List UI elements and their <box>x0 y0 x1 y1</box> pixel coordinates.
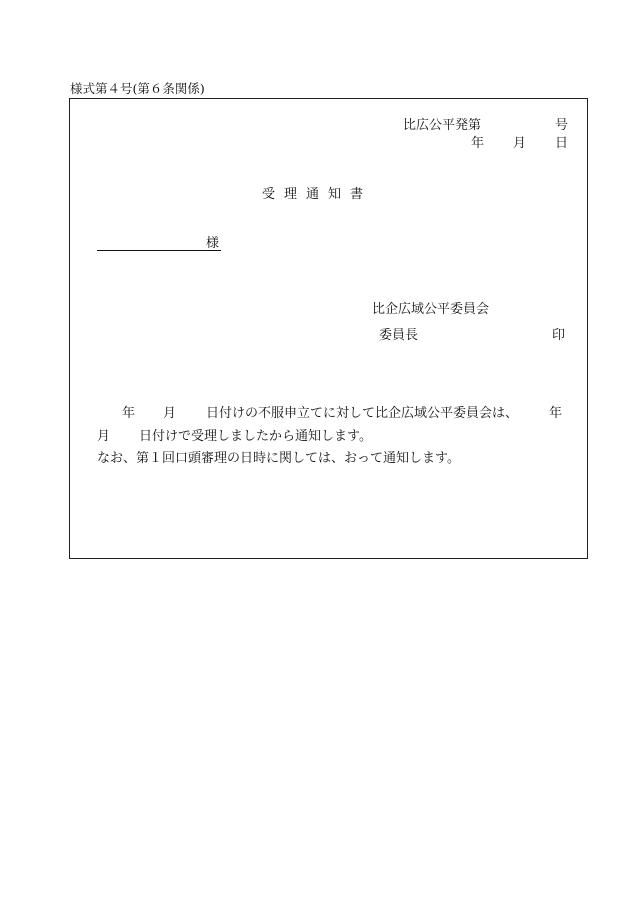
body-line2-month: 月 <box>97 429 111 444</box>
seal-mark: 印 <box>552 328 566 343</box>
addressee-honorific: 様 <box>206 236 220 251</box>
document-number-suffix: 号 <box>555 118 569 133</box>
body-line1-year2: 年 <box>549 406 563 421</box>
body-line3-text: なお、第１回口頭審理の日時に関しては、おって通知します。 <box>97 451 460 466</box>
document-title: 受理通知書 <box>261 187 372 202</box>
body-line1-text: 日付けの不服申立てに対して比企広域公平委員会は、 <box>206 406 519 421</box>
issuer-organization: 比企広域公平委員会 <box>372 302 490 317</box>
form-label: 様式第４号(第６条関係) <box>70 81 205 96</box>
date-month-label: 月 <box>513 136 527 151</box>
issuer-position: 委員長 <box>379 328 419 343</box>
date-year-label: 年 <box>471 136 485 151</box>
body-line2-text: 日付けで受理しましたから通知します。 <box>139 429 372 444</box>
document-frame <box>69 98 588 559</box>
body-line1-year: 年 <box>122 406 136 421</box>
addressee-blank-line <box>97 250 221 251</box>
document-number-prefix: 比広公平発第 <box>403 118 482 133</box>
date-day-label: 日 <box>555 136 569 151</box>
body-line1-month: 月 <box>163 406 177 421</box>
